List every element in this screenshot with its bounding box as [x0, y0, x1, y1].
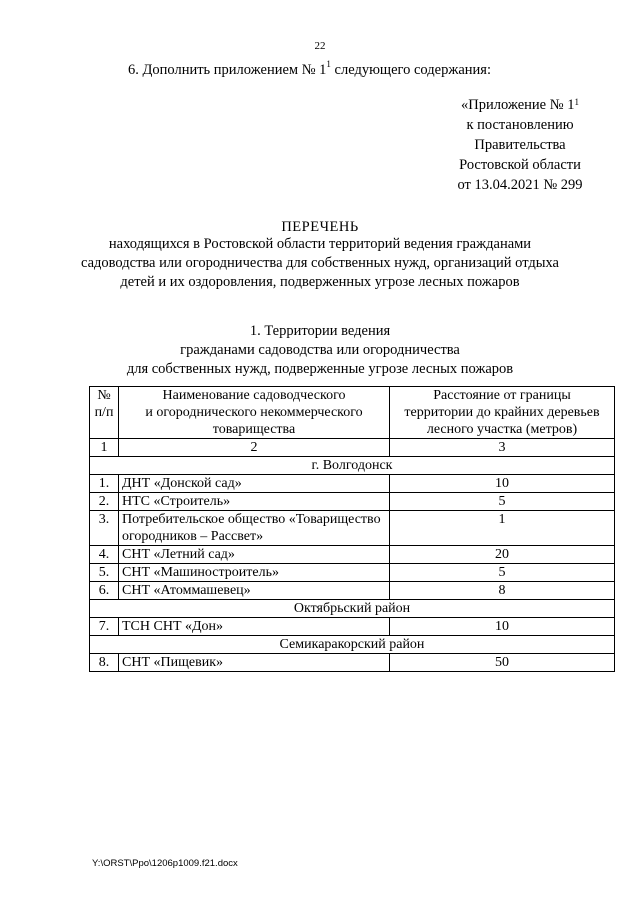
header-distance-line: Расстояние от границы	[433, 388, 571, 403]
group-row	[90, 636, 615, 654]
row-name	[119, 511, 390, 546]
row-name: НТС «Строитель»	[119, 493, 390, 511]
table-row	[90, 475, 615, 493]
table-row	[90, 493, 615, 511]
table-row	[90, 618, 615, 636]
section-line: для собственных нужд, подверженные угрозе лесных пожаров	[126, 361, 514, 377]
row-name: СНТ «Пищевик»	[119, 654, 390, 672]
appendix-block	[410, 95, 630, 195]
row-name-line: огородников – Рассвет»	[122, 529, 264, 544]
header-name-line: товарищества	[212, 422, 296, 437]
group-heading-oktyabrsky: Октябрьский район	[90, 600, 615, 618]
section-heading	[100, 322, 540, 379]
row-distance: 5	[390, 564, 615, 582]
appendix-title: «Приложение № 1	[461, 97, 575, 113]
group-row	[90, 600, 615, 618]
subtitle-line: детей и их оздоровления, подверженных угрозе лесных пожаров	[120, 274, 520, 290]
row-name: ДНТ «Донской сад»	[119, 475, 390, 493]
header-name-line: Наименование садоводческого	[162, 388, 346, 403]
appendix-superscript: 1	[574, 97, 579, 107]
header-num	[90, 387, 119, 439]
row-num: 3.	[90, 511, 119, 546]
column-number-row	[90, 439, 615, 457]
subtitle-line: находящихся в Ростовской области территорий ведения гражданами	[108, 236, 532, 252]
section-line: 1. Территории ведения	[249, 323, 391, 339]
row-num: 2.	[90, 493, 119, 511]
header-num-line: п/п	[94, 405, 114, 420]
header-name-line: и огороднического некоммерческого	[145, 405, 363, 420]
row-num: 5.	[90, 564, 119, 582]
intro-text-after: следующего содержания:	[330, 62, 491, 78]
page-number: 22	[314, 40, 326, 52]
intro-text: 6. Дополнить приложением № 1	[128, 62, 327, 78]
row-num: 1.	[90, 475, 119, 493]
row-distance: 10	[390, 618, 615, 636]
row-num: 7.	[90, 618, 119, 636]
row-name: ТСН СНТ «Дон»	[119, 618, 390, 636]
header-distance	[390, 387, 615, 439]
header-num-line: №	[97, 388, 111, 403]
row-distance: 1	[390, 511, 615, 546]
header-distance-line: территории до крайних деревьев	[404, 405, 600, 420]
row-distance: 20	[390, 546, 615, 564]
section-line: гражданами садоводства или огородничества	[180, 342, 460, 358]
intro-paragraph	[128, 59, 491, 79]
header-name	[119, 387, 390, 439]
appendix-line	[410, 95, 630, 115]
column-number: 3	[390, 439, 615, 457]
row-num: 8.	[90, 654, 119, 672]
column-number: 1	[90, 439, 119, 457]
row-name: СНТ «Летний сад»	[119, 546, 390, 564]
row-name: СНТ «Машиностроитель»	[119, 564, 390, 582]
row-distance: 10	[390, 475, 615, 493]
row-name-line: Потребительское общество «Товарищество	[122, 512, 381, 527]
file-path-footer: Y:\ORST\Ppo\1206p1009.f21.docx	[92, 858, 238, 869]
appendix-line: к постановлению	[466, 117, 574, 133]
appendix-line: Ростовской области	[459, 157, 581, 173]
row-distance: 5	[390, 493, 615, 511]
row-num: 6.	[90, 582, 119, 600]
row-name: СНТ «Атоммашевец»	[119, 582, 390, 600]
table-row	[90, 564, 615, 582]
document-subtitle	[60, 235, 580, 292]
group-heading-semikarakorsky: Семикаракорский район	[90, 636, 615, 654]
table-header-row	[90, 387, 615, 439]
document-title: ПЕРЕЧЕНЬ	[281, 219, 359, 235]
table-row	[90, 546, 615, 564]
row-distance: 8	[390, 582, 615, 600]
table-row	[90, 582, 615, 600]
subtitle-line: садоводства или огородничества для собственных нужд, организаций отдыха	[81, 255, 559, 271]
group-heading-volgodonsk: г. Волгодонск	[90, 457, 615, 475]
row-distance: 50	[390, 654, 615, 672]
territories-table	[89, 386, 615, 672]
header-distance-line: лесного участка (метров)	[426, 422, 578, 437]
appendix-date: от 13.04.2021 № 299	[457, 177, 583, 193]
table-row	[90, 654, 615, 672]
intro-superscript: 1	[326, 59, 331, 69]
column-number: 2	[119, 439, 390, 457]
group-row	[90, 457, 615, 475]
appendix-line: Правительства	[474, 137, 566, 153]
row-num: 4.	[90, 546, 119, 564]
table-row	[90, 511, 615, 546]
